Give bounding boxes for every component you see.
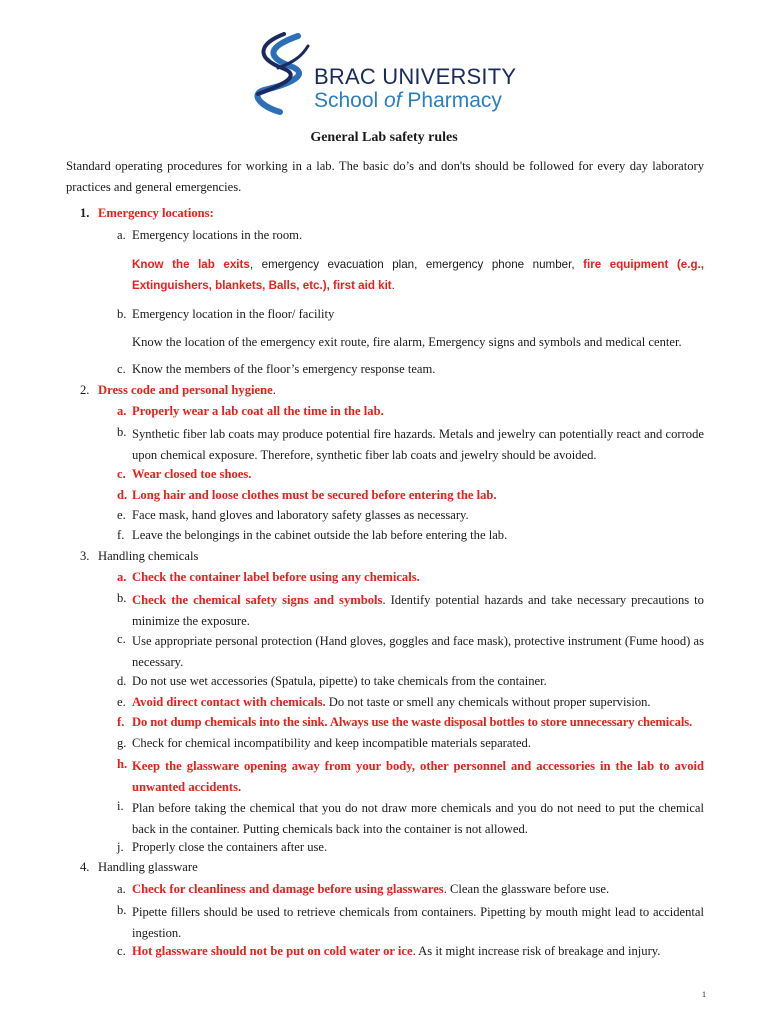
intro-paragraph: Standard operating procedures for working in a lab. The basic do’s and don'ts should be followed for every day laboratory practices and general emergencies.	[66, 159, 704, 194]
heading-punctuation: .	[272, 383, 276, 397]
list-item	[132, 695, 651, 710]
item-marker: d.	[117, 674, 127, 688]
item-marker: b.	[117, 425, 127, 439]
logo-pharmacy-word: Pharmacy	[401, 89, 502, 112]
item-marker: a.	[117, 228, 126, 242]
list-item: Synthetic fiber lab coats may produce potential fire hazards. Metals and jewelry can potentially react and corrode upon chemical exposure. Therefore, synthetic fiber lab coats and jewelry should be avoided.	[132, 427, 704, 462]
item-marker: e.	[117, 695, 126, 709]
list-item: Know the members of the floor’s emergency response team.	[132, 362, 436, 376]
list-item: Pipette fillers should be used to retrieve chemicals from containers. Pipetting by mouth might lead to accidental ingestion.	[132, 905, 704, 940]
item-marker: a.	[117, 882, 126, 896]
item-marker: e.	[117, 508, 126, 522]
section-1-heading: Emergency locations:	[98, 206, 214, 220]
list-item: Keep the glassware opening away from your body, other personnel and accessories in the lab to avoid unwanted accidents.	[132, 759, 704, 794]
item-marker: a.	[117, 570, 127, 584]
section-1-number: 1.	[80, 206, 90, 220]
item-marker: b.	[117, 903, 127, 917]
section-3-number: 3.	[80, 549, 90, 563]
section-2-heading	[98, 383, 276, 398]
list-item-detail: Know the location of the emergency exit route, fire alarm, Emergency signs and symbols and medical center.	[132, 335, 682, 349]
item-marker: a.	[117, 404, 127, 418]
list-item: Leave the belongings in the cabinet outside the lab before entering the lab.	[132, 528, 508, 542]
red-highlight: fire equipment (e.g., Extinguishers, blankets, Balls, etc.), first aid kit	[132, 258, 704, 292]
item-marker: h.	[117, 757, 128, 771]
section-4-number: 4.	[80, 860, 90, 874]
list-item: Do not use wet accessories (Spatula, pipette) to take chemicals from the container.	[132, 674, 547, 688]
logo-school-word: School	[314, 89, 385, 112]
list-item	[132, 944, 660, 959]
logo-school-name	[314, 89, 502, 113]
item-marker: j.	[117, 840, 124, 854]
red-highlight: Avoid direct contact with chemicals.	[132, 695, 326, 709]
page-number: 1	[702, 990, 706, 999]
item-marker: b.	[117, 591, 127, 605]
section-3-heading: Handling chemicals	[98, 549, 199, 563]
red-highlight: Hot glassware should not be put on cold water or ice	[132, 944, 413, 958]
red-highlight: Check for cleanliness and damage before using glasswares	[132, 882, 444, 896]
list-item: Use appropriate personal protection (Hand gloves, goggles and face mask), protective instrument (Fume hood) as necessary.	[132, 634, 704, 669]
list-item: Properly close the containers after use.	[132, 840, 328, 854]
list-item: Wear closed toe shoes.	[132, 467, 252, 481]
item-text: . Clean the glassware before use.	[443, 882, 610, 896]
item-marker: c.	[117, 632, 126, 646]
list-item: Emergency locations in the room.	[132, 228, 303, 242]
list-item: Emergency location in the floor/ facility	[132, 307, 335, 321]
red-highlight: Know the lab exits	[132, 258, 250, 271]
item-marker: c.	[117, 467, 126, 481]
logo-of-word: of	[384, 89, 402, 112]
list-item: Plan before taking the chemical that you do not draw more chemicals and you do not need to put the chemical back in the container. Putting chemicals back into the container is not allowed.	[132, 801, 704, 836]
item-marker: i.	[117, 799, 124, 813]
item-marker: d.	[117, 488, 128, 502]
logo-university-name: BRAC UNIVERSITY	[314, 64, 517, 89]
item-text: Do not taste or smell any chemicals without proper supervision.	[325, 695, 651, 709]
red-highlight: Check the chemical safety signs and symbols	[132, 593, 383, 607]
item-text: . Identify potential hazards and take necessary precautions to minimize the exposure.	[132, 593, 704, 628]
item-marker: g.	[117, 736, 127, 750]
emergency-detail-paragraph	[132, 254, 704, 296]
detail-text: , emergency evacuation plan, emergency phone number,	[249, 258, 584, 271]
list-item: Properly wear a lab coat all the time in the lab.	[132, 404, 384, 418]
section-2-heading-text: Dress code and personal hygiene	[98, 383, 273, 397]
item-marker: c.	[117, 362, 126, 376]
list-item: Do not dump chemicals into the sink. Always use the waste disposal bottles to store unnecessary chemicals.	[132, 715, 693, 729]
list-item: Face mask, hand gloves and laboratory safety glasses as necessary.	[132, 508, 469, 522]
section-2-number: 2.	[80, 383, 90, 397]
list-item: Long hair and loose clothes must be secured before entering the lab.	[132, 488, 497, 502]
list-item	[132, 590, 704, 632]
list-item: Check the container label before using any chemicals.	[132, 570, 420, 584]
section-4-heading: Handling glassware	[98, 860, 198, 874]
list-item: Check for chemical incompatibility and keep incompatible materials separated.	[132, 736, 532, 750]
item-marker: b.	[117, 307, 127, 321]
item-marker: f.	[117, 715, 125, 729]
detail-text: .	[391, 279, 395, 292]
item-marker: f.	[117, 528, 125, 542]
list-item	[132, 882, 609, 897]
document-title: General Lab safety rules	[310, 130, 458, 145]
item-text: . As it might increase risk of breakage and injury.	[412, 944, 661, 958]
item-marker: c.	[117, 944, 126, 958]
brac-university-logo	[250, 32, 520, 118]
dna-helix-icon	[250, 32, 314, 118]
